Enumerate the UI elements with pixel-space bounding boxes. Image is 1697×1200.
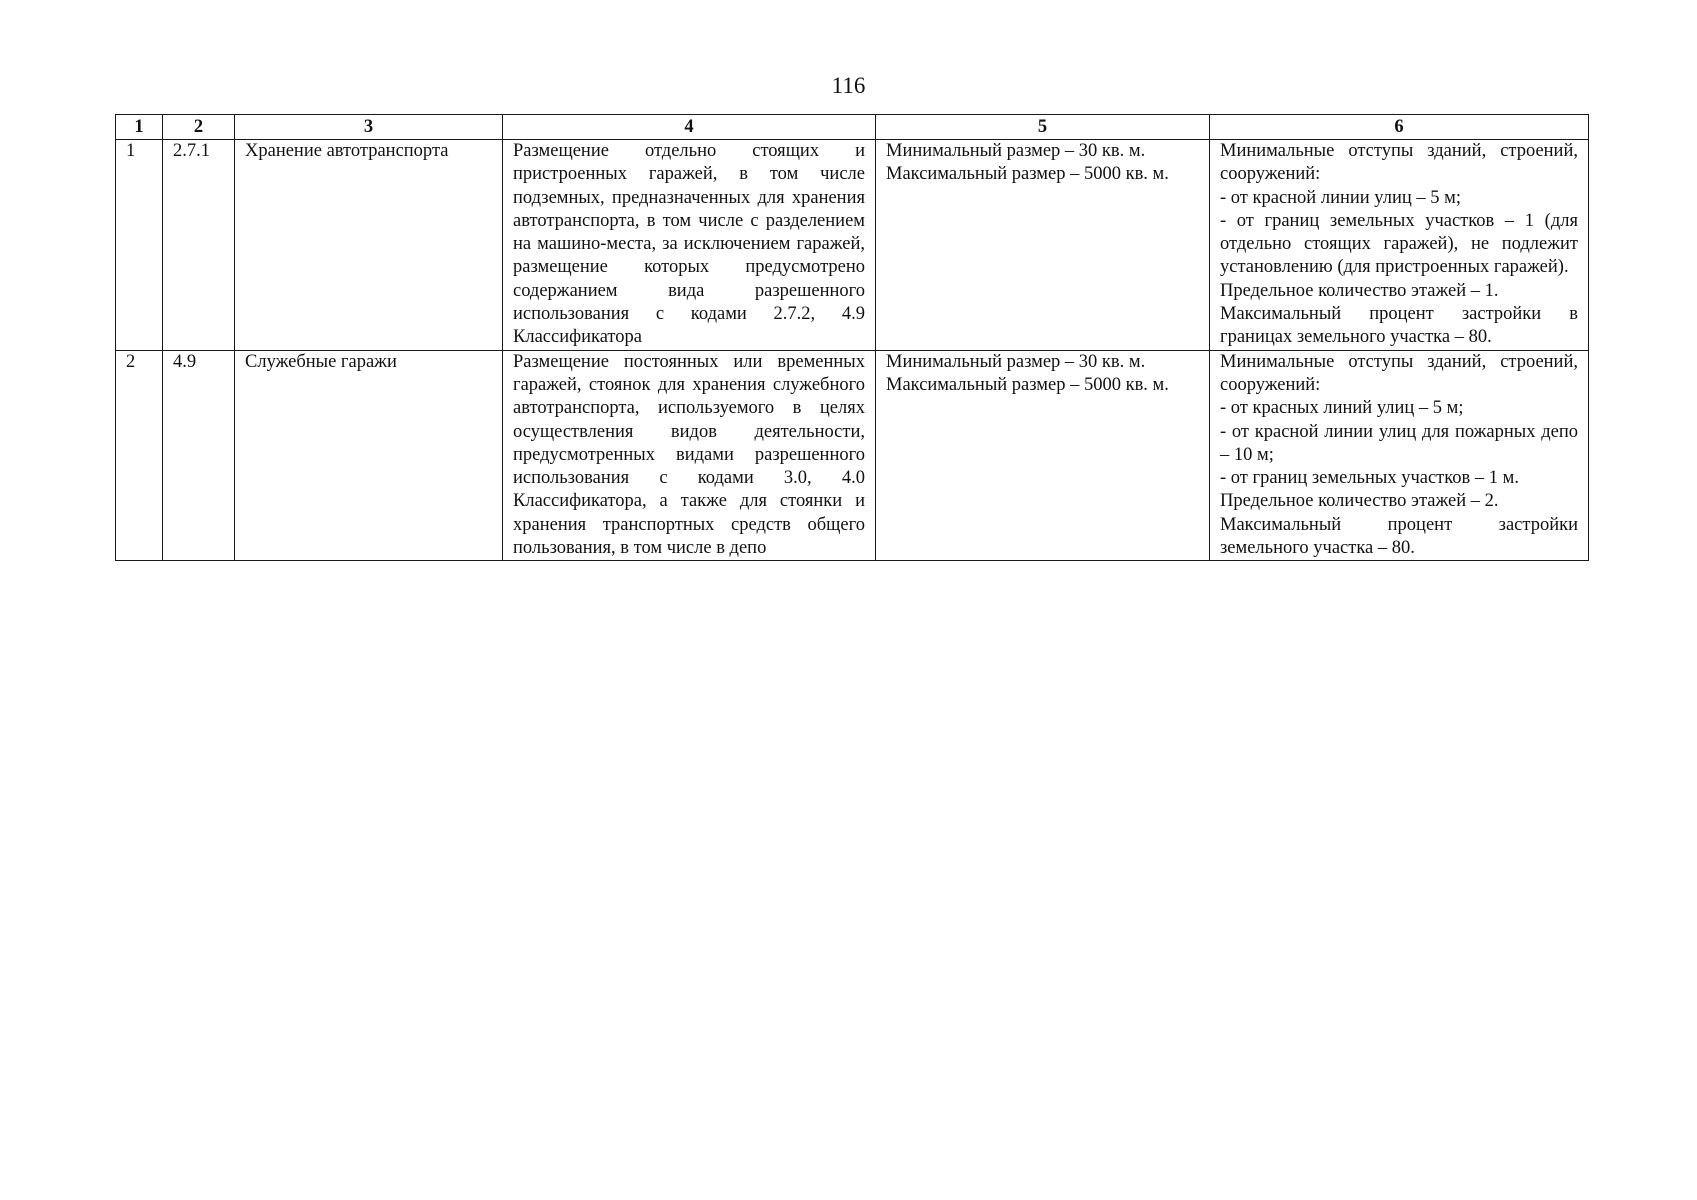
max-size-line: Максимальный размер – 5000 кв. м. (886, 374, 1169, 395)
param-line: Предельное количество этажей – 1. (1220, 280, 1499, 301)
use-description: Размещение постоянных или временных гаражей, стоянок для хранения служебного автотранспорта, используемого в целях осуществления видов деятельности, предусмотренных видами разрешенного использования с кодами 3.0, 4.0 Классификатора, а также для стоянки и хранения транспортных средств общего пользования, в том числе в депо (503, 350, 876, 561)
param-line: - от красной линии улиц – 5 м; (1220, 187, 1461, 208)
param-line: Максимальный процент застройки земельного участка – 80. (1220, 514, 1578, 559)
row-number: 1 (116, 140, 163, 351)
column-header-3: 3 (235, 115, 503, 140)
use-name: Хранение автотранспорта (235, 140, 503, 351)
use-name: Служебные гаражи (235, 350, 503, 561)
use-code: 2.7.1 (163, 140, 235, 351)
use-code: 4.9 (163, 350, 235, 561)
min-size-line: Минимальный размер – 30 кв. м. (886, 141, 1146, 161)
construction-parameters (1210, 350, 1589, 561)
param-line: Максимальный процент застройки в границах земельного участка – 80. (1220, 304, 1578, 348)
column-header-2: 2 (163, 115, 235, 140)
construction-parameters (1210, 140, 1589, 351)
plot-size-limits (876, 350, 1210, 561)
param-line: Предельное количество этажей – 2. (1220, 491, 1499, 512)
max-size-line: Максимальный размер – 5000 кв. м. (886, 164, 1169, 185)
param-line: - от красных линий улиц – 5 м; (1220, 398, 1464, 419)
plot-size-limits (876, 140, 1210, 351)
column-header-5: 5 (876, 115, 1210, 140)
header-row (116, 115, 1589, 140)
table-row (116, 350, 1589, 561)
param-line: - от границ земельных участков – 1 (для отдельно стоящих гаражей), не подлежит установлению (для пристроенных гаражей). (1220, 210, 1578, 278)
param-line: Минимальные отступы зданий, строений, сооружений: (1220, 141, 1578, 185)
column-header-6: 6 (1210, 115, 1589, 140)
use-description: Размещение отдельно стоящих и пристроенных гаражей, в том числе подземных, предназначенных для хранения автотранспорта, в том числе с разделением на машино-места, за исключением гаражей, размещение которых предусмотрено содержанием вида разрешенного использования с кодами 2.7.2, 4.9 Классификатора (503, 140, 876, 351)
land-use-table (115, 114, 1589, 561)
table-row (116, 140, 1589, 351)
param-line: Минимальные отступы зданий, строений, сооружений: (1220, 351, 1578, 395)
page-number: 116 (831, 73, 866, 98)
column-header-1: 1 (116, 115, 163, 140)
param-line: - от красной линии улиц для пожарных депо – 10 м; (1220, 421, 1578, 465)
param-line: - от границ земельных участков – 1 м. (1220, 468, 1519, 489)
row-number: 2 (116, 350, 163, 561)
min-size-line: Минимальный размер – 30 кв. м. (886, 351, 1146, 372)
column-header-4: 4 (503, 115, 876, 140)
